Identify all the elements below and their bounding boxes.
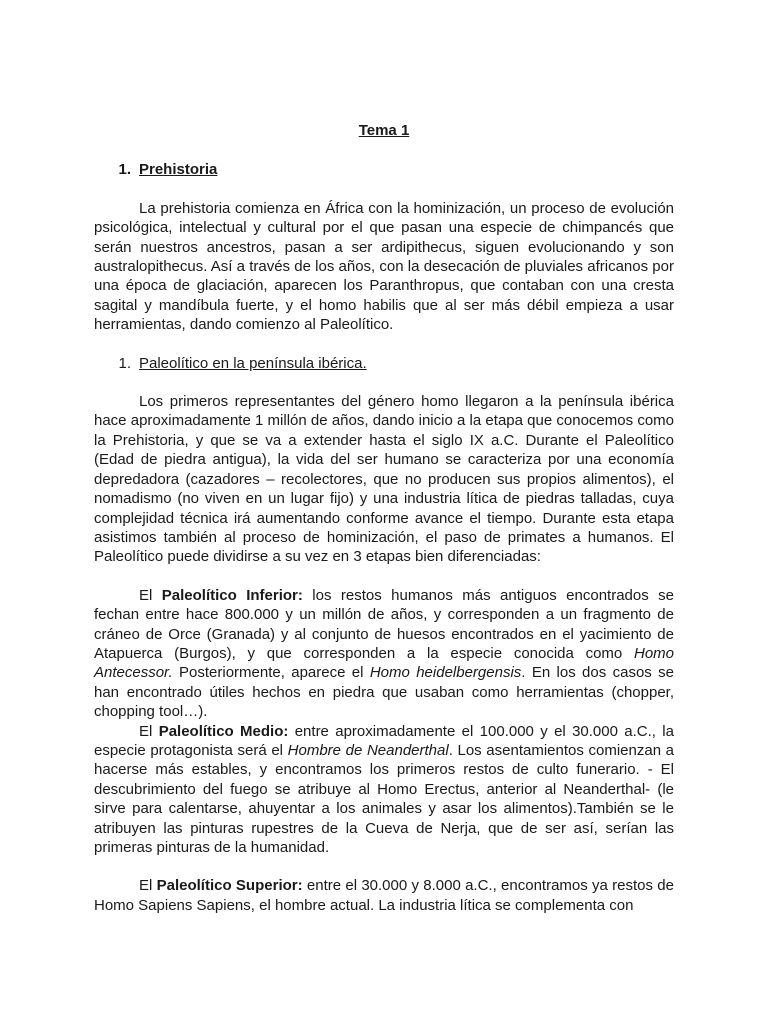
section-heading-label: Prehistoria	[139, 161, 218, 179]
term-paleolitico-inferior: Paleolítico Inferior:	[161, 586, 303, 604]
document-title: Tema 1	[358, 122, 410, 139]
paragraph-lead: El	[139, 877, 157, 895]
paragraph-lead: El	[139, 722, 159, 740]
section-number: 1.	[118, 161, 131, 179]
paragraph-prehistoria: La prehistoria comienza en África con la hominización, un proceso de evolución psicológica, intelectual y cultural por el que pasan una especie de chimpancés que serán nuestros ancestros, pasan a ser ardipithecus, siguen evolucionando y son australopithecus. Así a través de los años, con la desecación de pluviales africanos por una época de glaciación, aparecen los Paranthropus, que contaban con una cresta sagital y mandíbula fuerte, y el homo habilis que al ser más débil empieza a usar herramientas, dando comienzo al Paleolítico.	[94, 199, 674, 334]
section-heading-label: Paleolítico en la península ibérica.	[139, 354, 367, 372]
species-name: Homo Antecessor.	[94, 644, 674, 682]
paragraph-paleolitico-superior	[94, 876, 674, 915]
section-heading-prehistoria	[94, 160, 674, 179]
paragraph-paleolitico-inferior	[94, 586, 674, 722]
paragraph-text: Posteriormente, aparece el	[172, 664, 370, 682]
section-number: 1.	[118, 354, 131, 372]
term-paleolitico-medio: Paleolítico Medio:	[158, 722, 289, 740]
paragraph-text: entre aproximadamente el 100.000 y el 30.000 a.C., la especie protagonista será el	[94, 722, 674, 759]
paragraph-paleolitico: Los primeros representantes del género homo llegaron a la península ibérica hace aproximadamente 1 millón de años, dando inicio a la etapa que conocemos como la Prehistoria, y que se va a extender hasta el siglo IX a.C. Durante el Paleolítico (Edad de piedra antigua), la vida del ser humano se caracteriza por una economía depredadora (cazadores – recolectores, que no producen sus propios alimentos), el nomadismo (no viven en un lugar fijo) y una industria lítica de piedras talladas, cuya complejidad técnica irá aumentando conforme avance el tiempo. Durante esta etapa asistimos también al proceso de hominización, el paso de primates a humanos. El Paleolítico puede dividirse a su vez en 3 etapas bien diferenciadas:	[94, 393, 674, 566]
document-body	[94, 121, 674, 915]
paragraph-paleolitico-medio	[94, 722, 674, 858]
species-name: Hombre de Neanderthal	[287, 741, 449, 759]
paragraph-text: . En los dos casos se han encontrado útiles hechos en piedra que usaban como herramientas (chopper, chopping tool…).	[94, 664, 674, 721]
paragraph-text: entre el 30.000 y 8.000 a.C., encontramos ya restos de Homo Sapiens Sapiens, el hombre actual. La industria lítica se complementa con	[94, 877, 674, 914]
paragraph-lead: El	[139, 586, 162, 604]
section-heading-paleolitico	[94, 354, 674, 373]
species-name: Homo heidelbergensis	[369, 664, 522, 682]
term-paleolitico-superior: Paleolítico Superior:	[156, 877, 303, 895]
paragraph-text: los restos humanos más antiguos encontrados se fechan entre hace 800.000 y un millón de años, y corresponden a un fragmento de cráneo de Orce (Granada) y al conjunto de huesos encontrados en el yacimiento de Atapuerca (Burgos), y que corresponden a la especie conocida como	[94, 586, 674, 662]
paragraph-text: . Los asentamientos comienzan a hacerse más estables, y encontramos los primeros restos de culto funerario. - El descubrimiento del fuego se atribuye al Homo Erectus, anterior al Neanderthal- (le sirve para calentarse, ahuyentar a los animales y asar los alimentos).También se le atribuyen las pinturas rupestres de la Cueva de Nerja, que de ser así, serían las primeras pinturas de la humanidad.	[94, 741, 675, 856]
